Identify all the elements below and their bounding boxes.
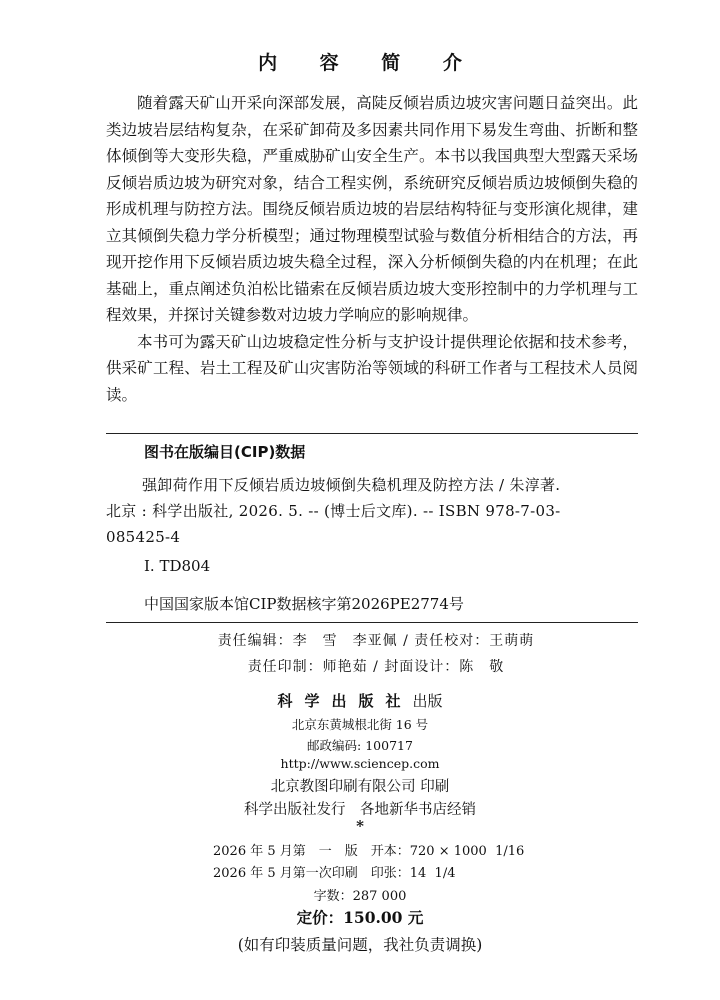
cip-record-line-3: 085425-4	[106, 528, 181, 546]
cip-record	[106, 472, 638, 550]
publisher-address: 北京东黄城根北街 16 号	[291, 717, 429, 732]
publisher-name: 科学出版社	[277, 692, 413, 710]
cip-top-rule	[106, 433, 638, 434]
intro-paragraph-2: 本书可为露天矿山边坡稳定性分析与支护设计提供理论依据和技术参考，供采矿工程、岩土工程及矿山灾害防治等领域的科研工作者与工程技术人员阅读。	[106, 332, 638, 404]
cip-record-number: 中国国家版本馆CIP数据核字第2026PE2774号	[144, 595, 464, 613]
editor-credits: 责任编辑：李 雪 李亚佩 / 责任校对：王萌萌	[217, 633, 535, 649]
edition-line: 2026 年 5 月第 一 版 开本：720 × 1000 1/16	[213, 844, 525, 859]
publisher-line	[0, 690, 720, 711]
price: 定价：150.00 元	[296, 908, 424, 927]
separator-star: *	[356, 817, 364, 835]
cip-record-line-2: 北京 : 科学出版社, 2026. 5. -- (博士后文库). -- ISBN 978-7-03-	[106, 502, 561, 520]
cip-classification: Ⅰ. TD804	[144, 557, 211, 575]
cip-record-line-1: 强卸荷作用下反倾岩质边坡倾倒失稳机理及防控方法 / 朱淳著.	[142, 476, 561, 494]
cip-bottom-rule	[106, 622, 638, 623]
word-count: 字数：287 000	[313, 889, 407, 904]
intro-paragraph-1: 随着露天矿山开采向深部发展，高陡反倾岩质边坡灾害问题日益突出。此类边坡岩层结构复杂，在采矿卸荷及多因素共同作用下易发生弯曲、折断和整体倾倒等大变形失稳，严重威胁矿山安全生产。本书以我国典型大型露天采场反倾岩质边坡为研究对象，结合工程实例，系统研究反倾岩质边坡倾倒失稳的形成机理与防控方法。围绕反倾岩质边坡的岩层结构特征与变形演化规律，建立其倾倒失稳力学分析模型；通过物理模型试验与数值分析相结合的方法，再现开挖作用下反倾岩质边坡失稳全过程，深入分析倾倒失稳的内在机理；在此基础上，重点阐述负泊松比锚索在反倾岩质边坡大变形控制中的力学机理与工程效果，并探讨关键参数对边坡力学响应的影响规律。	[106, 94, 638, 324]
quality-note: (如有印装质量问题，我社负责调换)	[237, 936, 483, 954]
publisher-website: http://www.sciencep.com	[280, 756, 440, 771]
publisher-postcode: 邮政编码: 100717	[307, 738, 413, 753]
cip-heading: 图书在版编目(CIP)数据	[144, 443, 306, 461]
production-credits: 责任印制：师艳茹 / 封面设计：陈 敬	[247, 659, 505, 675]
intro-abstract	[106, 90, 638, 408]
printing-line: 2026 年 5 月第一次印刷 印张：14 1/4	[213, 866, 456, 881]
distribution-line: 科学出版社发行 各地新华书店经销	[244, 802, 476, 818]
publisher-suffix: 出版	[412, 692, 443, 710]
printer-line: 北京教图印刷有限公司 印刷	[270, 779, 450, 795]
intro-title: 内 容 简 介	[258, 52, 480, 74]
